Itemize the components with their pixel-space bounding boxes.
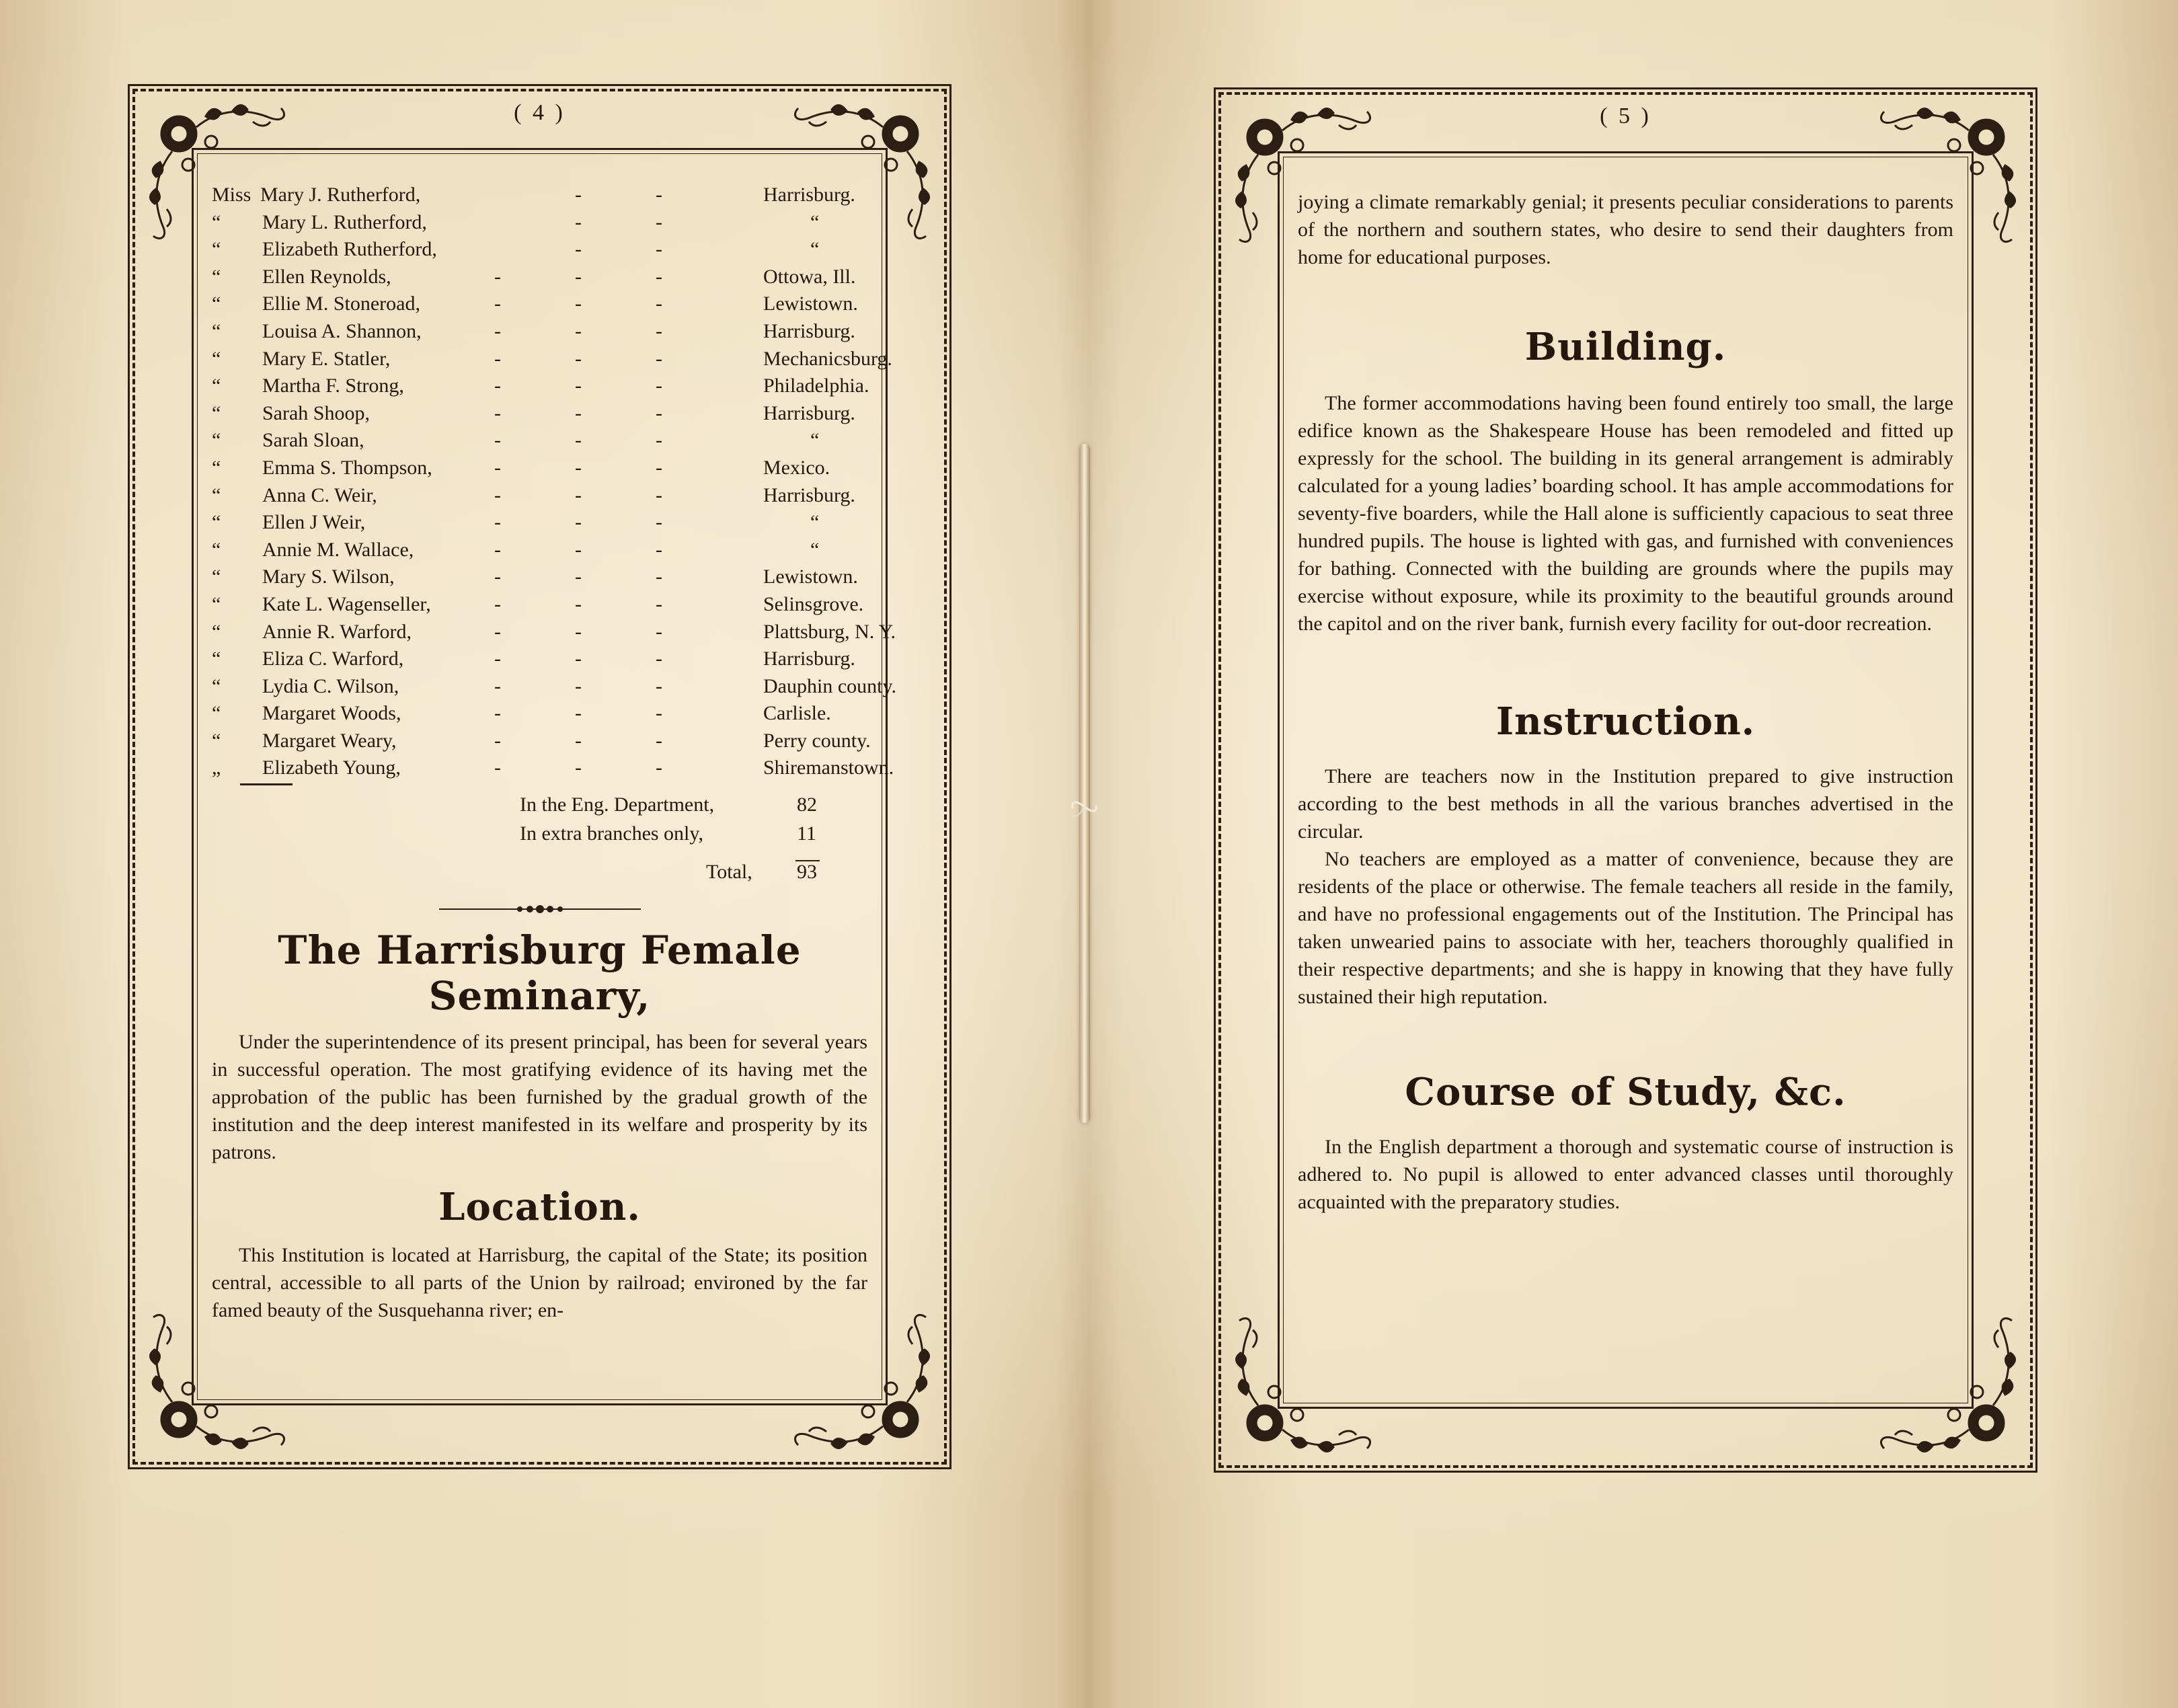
roster-dash: - <box>494 566 501 588</box>
roster-row <box>212 482 867 510</box>
roster-dash: - <box>575 511 582 534</box>
roster-title: “ <box>212 648 221 670</box>
roster-title: “ <box>212 456 221 479</box>
roster-dash: - <box>575 293 582 315</box>
roster-name: Kate L. Wagenseller, <box>262 592 431 615</box>
roster-row <box>212 537 867 564</box>
roster-name: Mary E. Statler, <box>262 347 391 370</box>
roster-place: Harrisburg. <box>763 483 855 506</box>
totals-value: 11 <box>797 822 816 845</box>
roster-dash: - <box>494 729 501 752</box>
roster-row <box>212 455 867 482</box>
roster-dash: - <box>575 265 582 288</box>
roster-place: “ <box>810 511 820 534</box>
roster-title: “ <box>212 511 221 534</box>
roster-dash: - <box>575 429 582 452</box>
roster-name: Sarah Shoop, <box>262 401 370 424</box>
roster-title: “ <box>212 347 221 370</box>
roster-row <box>212 290 867 318</box>
roster-name: Elizabeth Young, <box>262 756 401 779</box>
roster-row <box>212 236 867 264</box>
roster-row <box>212 427 867 455</box>
roster-name: Anna C. Weir, <box>262 483 377 506</box>
roster-dash: - <box>656 347 662 370</box>
roster-dash: - <box>494 401 501 424</box>
roster-name: Lydia C. Wilson, <box>262 674 399 697</box>
roster-title: “ <box>212 729 221 752</box>
roster-dash: - <box>575 347 582 370</box>
roster-row <box>212 346 892 373</box>
roster-row <box>212 754 894 782</box>
roster-row <box>212 564 867 591</box>
roster-place: Lewistown. <box>763 566 858 588</box>
roster-row <box>212 700 867 728</box>
roster-dash: - <box>494 456 501 479</box>
roster-dash: - <box>494 319 501 342</box>
roster-dash: - <box>494 674 501 697</box>
roster-place: Selinsgrove. <box>763 592 864 615</box>
roster-row <box>212 673 897 701</box>
roster-name: Mary J. Rutherford, <box>260 184 421 206</box>
roster-place: Harrisburg. <box>763 184 855 206</box>
page-number: ( 4 ) <box>514 100 566 125</box>
roster-place: Mexico. <box>763 456 830 479</box>
roster-name: Martha F. Strong, <box>262 375 404 397</box>
roster-row <box>212 318 867 346</box>
roster-dash: - <box>575 483 582 506</box>
roster-dash: - <box>656 674 662 697</box>
roster-row <box>212 591 867 619</box>
corner-ornament <box>779 1311 947 1465</box>
roster-dash: - <box>575 319 582 342</box>
roster-title: „ <box>212 756 221 779</box>
course-heading: Course of Study, &c. <box>1405 1070 1846 1114</box>
instruction-paragraph-1: There are teachers now in the Institution prepared to give instruction according to the best methods in all the various branches advertised in the circular. <box>1298 765 1953 843</box>
roster-dash: - <box>575 756 582 779</box>
roster-dash: - <box>656 265 662 288</box>
page-4-content <box>212 182 897 1324</box>
page-5-content <box>1298 188 1953 1216</box>
roster-dash: - <box>656 592 662 615</box>
roster-title: “ <box>212 401 221 424</box>
roster-name: Annie R. Warford, <box>262 620 412 643</box>
roster-dash: - <box>656 238 662 261</box>
roster-title: “ <box>212 429 221 452</box>
student-roster <box>212 182 897 782</box>
roster-name: Annie M. Wallace, <box>262 538 414 561</box>
roster-place: “ <box>810 238 820 261</box>
roster-dash: - <box>494 483 501 506</box>
roster-title: “ <box>212 538 221 561</box>
roster-place: “ <box>810 429 820 452</box>
roster-dash: - <box>494 648 501 670</box>
roster-dash: - <box>656 511 662 534</box>
roster-row <box>212 619 896 646</box>
roster-dash: - <box>656 566 662 588</box>
totals-row <box>212 791 867 820</box>
roster-dash: - <box>575 620 582 643</box>
roster-dash: - <box>575 648 582 670</box>
roster-row <box>212 400 867 428</box>
roster-dash: - <box>494 592 501 615</box>
roster-name: Mary S. Wilson, <box>262 566 395 588</box>
roster-dash: - <box>575 702 582 725</box>
roster-dash: - <box>575 238 582 261</box>
roster-dash: - <box>656 538 662 561</box>
page-5 <box>1214 87 2037 1473</box>
roster-dash: - <box>575 375 582 397</box>
roster-dash: - <box>656 184 662 206</box>
roster-dash: - <box>656 293 662 315</box>
section-divider <box>439 902 641 917</box>
roster-title: “ <box>212 702 221 725</box>
roster-dash: - <box>575 456 582 479</box>
roster-dash: - <box>656 702 662 725</box>
page-number: ( 5 ) <box>1600 104 1651 128</box>
roster-place: “ <box>810 538 820 561</box>
roster-dash: - <box>494 347 501 370</box>
roster-name: Eliza C. Warford, <box>262 648 404 670</box>
totals-block <box>212 791 867 887</box>
roster-dash: - <box>656 456 662 479</box>
instruction-paragraph-2: No teachers are employed as a matter of convenience, because they are residents of the place or otherwise. The female teachers all reside in the family, and have no professional engagements out of the Institution. The Principal has taken unwearied pains to associate with her, teachers thoroughly qualified in their respective departments; and she is happy in knowing that they have fully sustained their high reputation. <box>1298 848 1953 1008</box>
roster-dash: - <box>656 319 662 342</box>
corner-ornament <box>1218 1314 1386 1469</box>
roster-dash: - <box>575 210 582 233</box>
seminary-paragraph: Under the superintendence of its present principal, has been for several years in successful operation. The most gratifying evidence of its having met the approbation of the public has been furnished by the gradual growth of the institution and the deep interest manifested in its welfare and prosperity by its patrons. <box>212 1031 867 1164</box>
roster-name: Ellen Reynolds, <box>262 265 391 288</box>
roster-title: “ <box>212 620 221 643</box>
roster-dash: - <box>494 702 501 725</box>
roster-name: Margaret Weary, <box>262 729 397 752</box>
roster-dash: - <box>494 265 501 288</box>
roster-place: Harrisburg. <box>763 401 855 424</box>
instruction-heading: Instruction. <box>1495 699 1756 744</box>
roster-place: Lewistown. <box>763 293 858 315</box>
roster-place: Mechanicsburg. <box>763 347 892 370</box>
roster-place: Carlisle. <box>763 702 831 725</box>
building-paragraph: The former accommodations having been found entirely too small, the large edifice known as the Shakespeare House has been remodeled and fitted up expressly for the school. The building in its general arrangement is admirably calculated for a young ladies’ boarding school. It has ample accommodations for seventy-five boarders, while the Hall alone is sufficiently capacious to seat three hundred pupils. The house is lighted with gas, and furnished with conveniences for bathing. Connected with the building are grounds where the pupils may exercise without exposure, while its proximity to the beautiful grounds around the capitol and on the river bank, furnish every facility for out-door recreation. <box>1298 392 1953 635</box>
roster-dash: - <box>656 401 662 424</box>
roster-row <box>212 728 871 755</box>
roster-name: Margaret Woods, <box>262 702 401 725</box>
roster-dash: - <box>575 538 582 561</box>
continuation-paragraph: joying a climate remarkably genial; it presents peculiar considerations to parents of the northern and southern states, who desire to send their daughters from home for educational purposes. <box>1298 191 1953 268</box>
roster-row <box>212 264 867 291</box>
roster-row <box>212 646 867 673</box>
roster-title: “ <box>212 375 221 397</box>
roster-name: Emma S. Thompson, <box>262 456 432 479</box>
roster-dash: - <box>656 729 662 752</box>
totals-label: In the Eng. Department, <box>520 793 715 816</box>
page-4 <box>128 84 951 1469</box>
course-paragraph: In the English department a thorough and systematic course of instruction is adhered to. No pupil is allowed to enter advanced classes until thoroughly acquainted with the preparatory studies. <box>1298 1136 1953 1213</box>
totals-row <box>212 820 867 849</box>
roster-place: Harrisburg. <box>763 648 855 670</box>
roster-title: “ <box>212 566 221 588</box>
roster-name: Mary L. Rutherford, <box>262 210 427 233</box>
roster-name: Ellen J Weir, <box>262 511 366 534</box>
roster-row <box>212 182 867 209</box>
building-heading: Building. <box>1524 325 1727 369</box>
roster-place: Dauphin county. <box>763 674 897 697</box>
binding-thread <box>1068 793 1101 820</box>
roster-dash: - <box>494 756 501 779</box>
roster-place: Perry county. <box>763 729 871 752</box>
roster-title: Miss <box>212 184 251 206</box>
roster-title: “ <box>212 483 221 506</box>
location-paragraph: This Institution is located at Harrisburg, the capital of the State; its position central, accessible to all parts of the Union by railroad; environed by the far famed beauty of the Susquehanna river; en- <box>212 1244 867 1322</box>
roster-dash: - <box>575 566 582 588</box>
roster-row <box>212 209 867 237</box>
roster-place: Harrisburg. <box>763 319 855 342</box>
roster-place: Plattsburg, N. Y. <box>763 620 896 643</box>
location-heading: Location. <box>438 1185 641 1230</box>
totals-row-total <box>212 858 867 887</box>
roster-name: Elizabeth Rutherford, <box>262 238 437 261</box>
roster-dash: - <box>656 210 662 233</box>
roster-dash: - <box>575 592 582 615</box>
roster-dash: - <box>656 620 662 643</box>
roster-title: “ <box>212 293 221 315</box>
seminary-heading: The Harrisburg Female Seminary, <box>278 927 802 1019</box>
roster-dash: - <box>494 620 501 643</box>
totals-value: 82 <box>797 793 817 816</box>
roster-place: Shiremanstown. <box>763 756 894 779</box>
roster-name: Sarah Sloan, <box>262 429 364 452</box>
roster-dash: - <box>494 429 501 452</box>
roster-place: Ottowa, Ill. <box>763 265 856 288</box>
roster-title: “ <box>212 238 221 261</box>
roster-dash: - <box>656 429 662 452</box>
roster-title: “ <box>212 674 221 697</box>
roster-place: “ <box>810 210 820 233</box>
booklet-spine <box>1079 444 1090 1123</box>
roster-end-rule <box>240 783 293 785</box>
roster-dash: - <box>575 184 582 206</box>
roster-place: Philadelphia. <box>763 375 869 397</box>
roster-dash: - <box>575 674 582 697</box>
roster-dash: - <box>656 483 662 506</box>
roster-title: “ <box>212 265 221 288</box>
roster-name: Ellie M. Stoneroad, <box>262 293 420 315</box>
roster-dash: - <box>494 293 501 315</box>
roster-title: “ <box>212 592 221 615</box>
roster-dash: - <box>656 375 662 397</box>
totals-label: In extra branches only, <box>520 822 703 845</box>
roster-name: Louisa A. Shannon, <box>262 319 422 342</box>
roster-dash: - <box>494 375 501 397</box>
roster-title: “ <box>212 319 221 342</box>
corner-ornament <box>132 1311 300 1465</box>
roster-dash: - <box>575 729 582 752</box>
roster-dash: - <box>656 648 662 670</box>
totals-value: 93 <box>797 861 817 884</box>
roster-dash: - <box>494 538 501 561</box>
corner-ornament <box>1865 1314 2033 1469</box>
roster-row <box>212 509 867 537</box>
roster-dash: - <box>494 511 501 534</box>
roster-dash: - <box>575 401 582 424</box>
roster-dash: - <box>656 756 662 779</box>
totals-label: Total, <box>706 861 752 884</box>
roster-row <box>212 373 867 400</box>
roster-title: “ <box>212 210 221 233</box>
